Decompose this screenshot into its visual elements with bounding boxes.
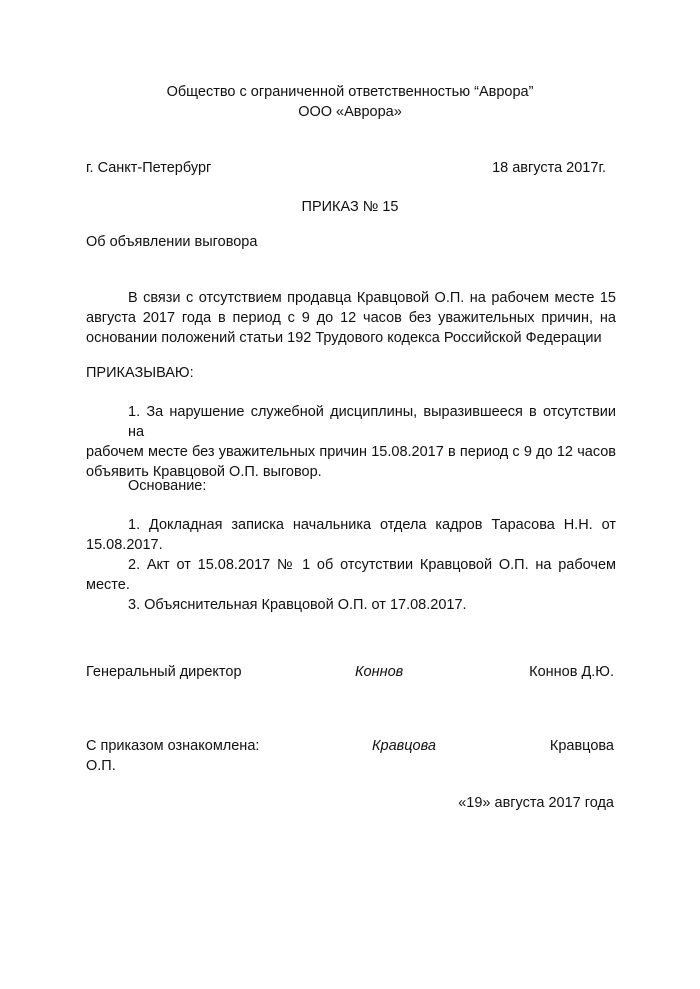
orders-heading: ПРИКАЗЫВАЮ:: [86, 365, 194, 381]
director-position: Генеральный директор: [86, 664, 242, 680]
document-date: 18 августа 2017г.: [492, 160, 606, 176]
employee-name: Кравцова: [549, 738, 614, 754]
director-signature: Коннов: [355, 664, 404, 680]
preamble-line: августа 2017 года в период с 9 до 12 часов без уважительных причин, на: [86, 310, 616, 326]
basis-list: [86, 515, 616, 615]
order-item-line: 1. За нарушение служебной дисциплины, выразившееся в отсутствии на: [128, 404, 616, 440]
preamble-paragraph: [86, 288, 616, 348]
director-name: Коннов Д.Ю.: [529, 664, 614, 680]
acknowledgement-label: С приказом ознакомлена:: [86, 738, 260, 754]
order-item-line: объявить Кравцовой О.П. выговор.: [86, 464, 322, 480]
preamble-line: В связи с отсутствием продавца Кравцовой О.П. на рабочем месте 15: [128, 290, 616, 306]
basis-item-line: 1. Докладная записка начальника отдела кадров Тарасова Н.Н. от: [128, 517, 616, 533]
basis-item-line: месте.: [86, 577, 130, 593]
order-item-line: рабочем месте без уважительных причин 15.08.2017 в период с 9 до 12 часов: [86, 444, 616, 460]
employee-name-initials: О.П.: [86, 758, 116, 774]
employee-signature: Кравцова: [372, 738, 436, 754]
acknowledgement-date: «19» августа 2017 года: [458, 795, 614, 811]
basis-item-line: 2. Акт от 15.08.2017 № 1 об отсутствии Кравцовой О.П. на рабочем: [128, 557, 616, 573]
organization-full-name: Общество с ограниченной ответственностью “Аврора”: [166, 84, 534, 100]
basis-item-line: 15.08.2017.: [86, 537, 163, 553]
city: г. Санкт-Петербург: [86, 160, 212, 176]
order-title: ПРИКАЗ № 15: [301, 199, 399, 215]
basis-item-line: 3. Объяснительная Кравцовой О.П. от 17.08.2017.: [128, 597, 467, 613]
order-subject: Об объявлении выговора: [86, 234, 258, 250]
organization-short-name: ООО «Аврора»: [298, 104, 402, 120]
order-item-1: [86, 402, 616, 482]
basis-heading: Основание:: [128, 478, 207, 494]
preamble-line: основании положений статьи 192 Трудового кодекса Российской Федерации: [86, 330, 602, 346]
